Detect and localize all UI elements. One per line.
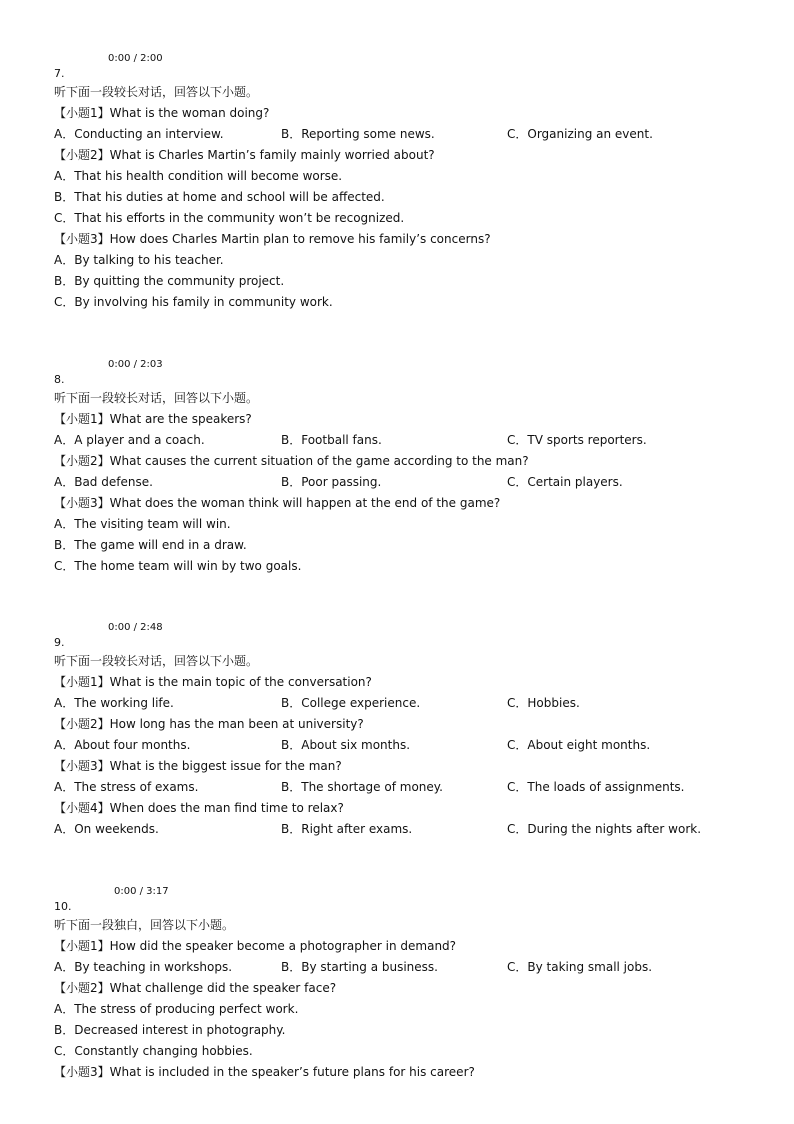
sub-question-prompt: 【小题1】What is the main topic of the conversation? [54, 675, 372, 689]
question-intro: 听下面一段独白，回答以下小题。 [54, 918, 235, 932]
sub-question-prompt: 【小题4】When does the man find time to relax? [54, 801, 344, 815]
question-7 [54, 52, 774, 313]
option-a: A．Conducting an interview. [54, 127, 224, 141]
option-b: B．By quitting the community project. [54, 274, 285, 288]
option-a: A．About four months. [54, 738, 191, 752]
option-a: A．Bad defense. [54, 475, 153, 489]
question-number: 7. [54, 67, 65, 80]
option-b: B．The game will end in a draw. [54, 538, 247, 552]
option-b: B．That his duties at home and school will be affected. [54, 190, 385, 204]
option-row [54, 430, 774, 451]
audio-time[interactable]: 0:00 / 3:17 [114, 886, 169, 897]
option-c: C．Hobbies. [507, 696, 580, 710]
question-10 [54, 885, 774, 1083]
option-c: C．By involving his family in community work. [54, 295, 333, 309]
sub-question-prompt: 【小题3】What is included in the speaker’s future plans for his career? [54, 1065, 475, 1079]
option-b: B．By starting a business. [281, 960, 438, 974]
option-b: B．The shortage of money. [281, 780, 443, 794]
audio-time[interactable]: 0:00 / 2:03 [108, 359, 163, 370]
sub-question-prompt: 【小题3】What is the biggest issue for the man? [54, 759, 342, 773]
option-c: C．During the nights after work. [507, 822, 702, 836]
option-row [54, 124, 774, 145]
question-number: 9. [54, 636, 65, 649]
option-c: C．The home team will win by two goals. [54, 559, 302, 573]
sub-question-prompt: 【小题2】What causes the current situation of the game according to the man? [54, 454, 529, 468]
option-a: A．By teaching in workshops. [54, 960, 233, 974]
option-row [54, 957, 774, 978]
option-c: C．Constantly changing hobbies. [54, 1044, 253, 1058]
option-c: C．Certain players. [507, 475, 623, 489]
option-b: B．Poor passing. [281, 475, 382, 489]
sub-question-prompt: 【小题2】What challenge did the speaker face? [54, 981, 337, 995]
option-row [54, 777, 774, 798]
question-intro: 听下面一段较长对话，回答以下小题。 [54, 654, 259, 668]
audio-time[interactable]: 0:00 / 2:00 [108, 53, 163, 64]
option-b: B．College experience. [281, 696, 421, 710]
option-a: A．A player and a coach. [54, 433, 205, 447]
option-c: C．About eight months. [507, 738, 651, 752]
question-number: 8. [54, 373, 65, 386]
question-intro: 听下面一段较长对话，回答以下小题。 [54, 391, 259, 405]
option-b: B．About six months. [281, 738, 411, 752]
option-c: C．TV sports reporters. [507, 433, 647, 447]
sub-question-prompt: 【小题3】What does the woman think will happen at the end of the game? [54, 496, 501, 510]
option-c: C．Organizing an event. [507, 127, 653, 141]
option-row [54, 819, 774, 840]
option-a: A．The working life. [54, 696, 174, 710]
option-a: A．The stress of producing perfect work. [54, 1002, 299, 1016]
question-8 [54, 358, 774, 577]
option-row [54, 693, 774, 714]
option-b: B．Right after exams. [281, 822, 413, 836]
sub-question-prompt: 【小题1】How did the speaker become a photographer in demand? [54, 939, 457, 953]
sub-question-prompt: 【小题1】What is the woman doing? [54, 106, 270, 120]
question-intro: 听下面一段较长对话，回答以下小题。 [54, 85, 259, 99]
option-a: A．By talking to his teacher. [54, 253, 224, 267]
option-b: B．Reporting some news. [281, 127, 435, 141]
option-a: A．The stress of exams. [54, 780, 199, 794]
audio-time[interactable]: 0:00 / 2:48 [108, 622, 163, 633]
option-b: B．Football fans. [281, 433, 382, 447]
sub-question-prompt: 【小题1】What are the speakers? [54, 412, 252, 426]
option-c: C．By taking small jobs. [507, 960, 653, 974]
sub-question-prompt: 【小题3】How does Charles Martin plan to remove his family’s concerns? [54, 232, 491, 246]
question-9 [54, 621, 774, 840]
option-row [54, 735, 774, 756]
option-b: B．Decreased interest in photography. [54, 1023, 286, 1037]
option-c: C．The loads of assignments. [507, 780, 685, 794]
sub-question-prompt: 【小题2】What is Charles Martin’s family mainly worried about? [54, 148, 435, 162]
option-a: A．The visiting team will win. [54, 517, 231, 531]
option-a: A．On weekends. [54, 822, 159, 836]
option-row [54, 472, 774, 493]
question-number: 10. [54, 900, 72, 913]
option-a: A．That his health condition will become worse. [54, 169, 343, 183]
sub-question-prompt: 【小题2】How long has the man been at university? [54, 717, 364, 731]
option-c: C．That his efforts in the community won’t be recognized. [54, 211, 405, 225]
